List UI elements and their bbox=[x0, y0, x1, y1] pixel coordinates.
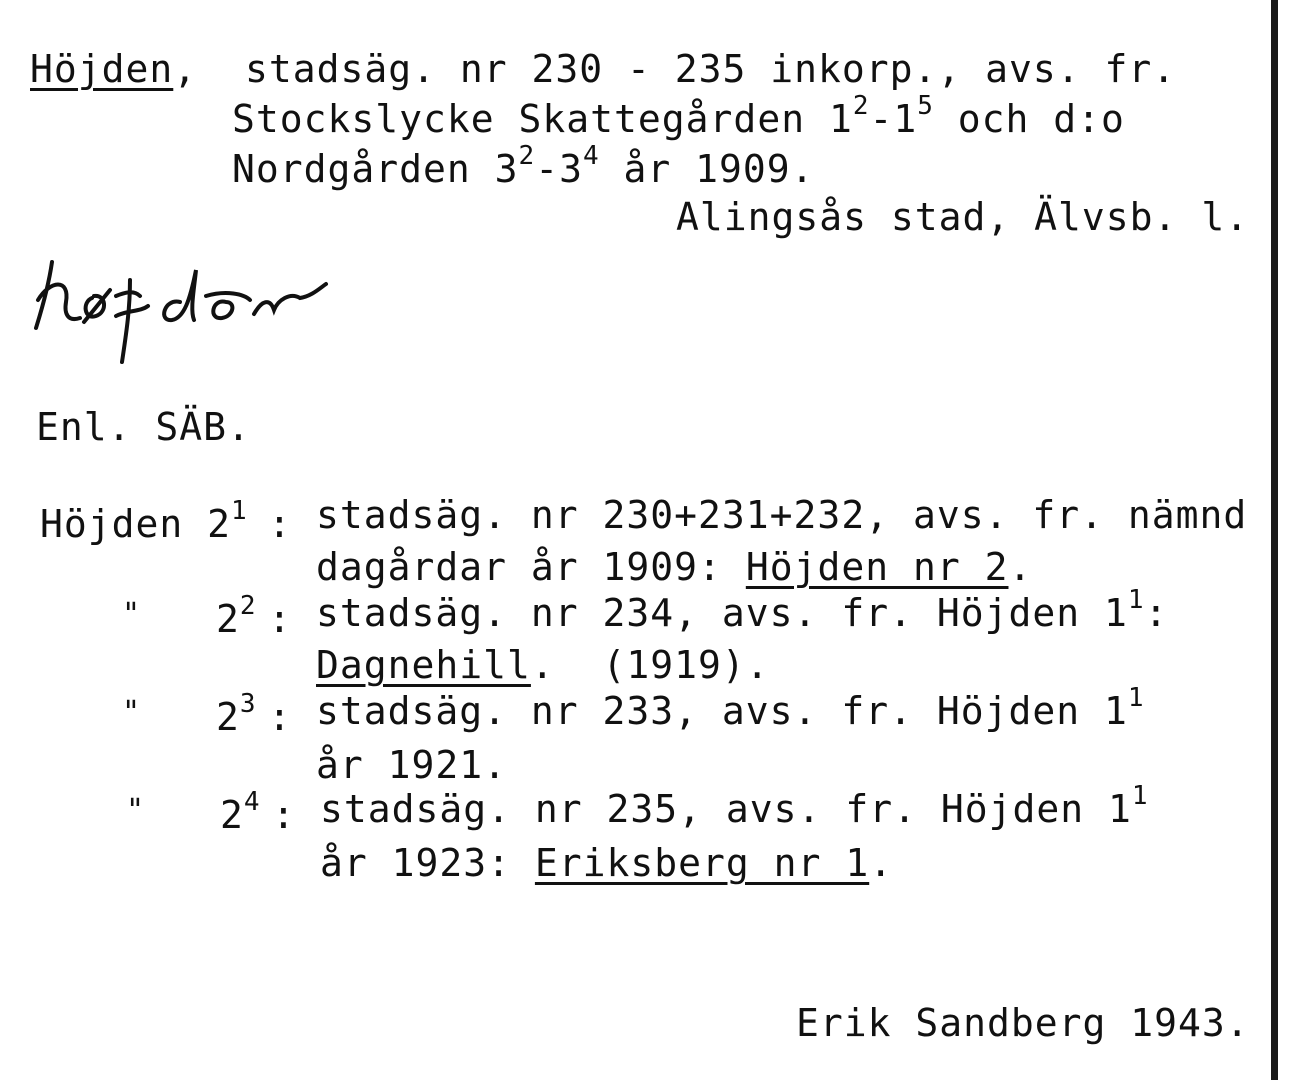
entry-1-line-1: stadsäg. nr 230+231+232, avs. fr. nämnd bbox=[316, 493, 1248, 537]
entry-4-name: Eriksberg nr 1 bbox=[534, 841, 870, 885]
entry-3-line-2: år 1921. bbox=[316, 743, 508, 787]
header-line-1: Höjden, stadsäg. nr 230 - 235 inkorp., avs. fr. bbox=[30, 47, 1177, 91]
entry-3-colon: : bbox=[268, 695, 292, 739]
entry-3-line-1: stadsäg. nr 233, avs. fr. Höjden $1^1$ bbox=[316, 683, 1145, 733]
entry-2-ditto: " bbox=[122, 597, 142, 632]
header-title-word: Höjden bbox=[30, 47, 174, 91]
entry-1-label: Höjden $2^1$ bbox=[40, 496, 248, 546]
entry-1-colon: : bbox=[268, 502, 292, 546]
card-edge bbox=[1271, 0, 1278, 1080]
header-place: Alingsås stad, Älvsb. l. bbox=[676, 195, 1250, 239]
entry-4-ditto: " bbox=[126, 793, 146, 828]
entry-1-name: Höjden nr 2 bbox=[745, 545, 1009, 589]
header-line-1-rest: stadsäg. nr 230 - 235 inkorp., avs. fr. bbox=[244, 47, 1177, 91]
entry-3-label: $2^3$ bbox=[216, 689, 257, 739]
entry-4-line-2: år 1923: Eriksberg nr 1. bbox=[320, 841, 894, 885]
entry-2-line-2: Dagnehill. (1919). bbox=[316, 643, 770, 687]
header-line-2: Stockslycke Skattegården $1^2-1^5$ och d:o bbox=[232, 91, 1125, 141]
entry-2-line-1: stadsäg. nr 234, avs. fr. Höjden $1^1$: bbox=[316, 585, 1169, 635]
entry-4-line-1: stadsäg. nr 235, avs. fr. Höjden $1^1$ bbox=[320, 781, 1149, 831]
entry-4-label: $2^4$ bbox=[220, 787, 261, 837]
entry-2-label: $2^2$ bbox=[216, 591, 257, 641]
handwritten-word bbox=[30, 240, 330, 370]
entry-1-line-2: dagårdar år 1909: Höjden nr 2. bbox=[316, 545, 1033, 589]
header-line-3: Nordgården $3^2-3^4$ år 1909. bbox=[232, 141, 815, 191]
entry-2-name: Dagnehill bbox=[316, 643, 531, 687]
signature: Erik Sandberg 1943. bbox=[796, 1001, 1250, 1045]
entry-2-colon: : bbox=[268, 597, 292, 641]
source-note: Enl. SÄB. bbox=[36, 405, 251, 449]
entry-4-colon: : bbox=[272, 793, 296, 837]
entry-3-ditto: " bbox=[122, 695, 142, 730]
